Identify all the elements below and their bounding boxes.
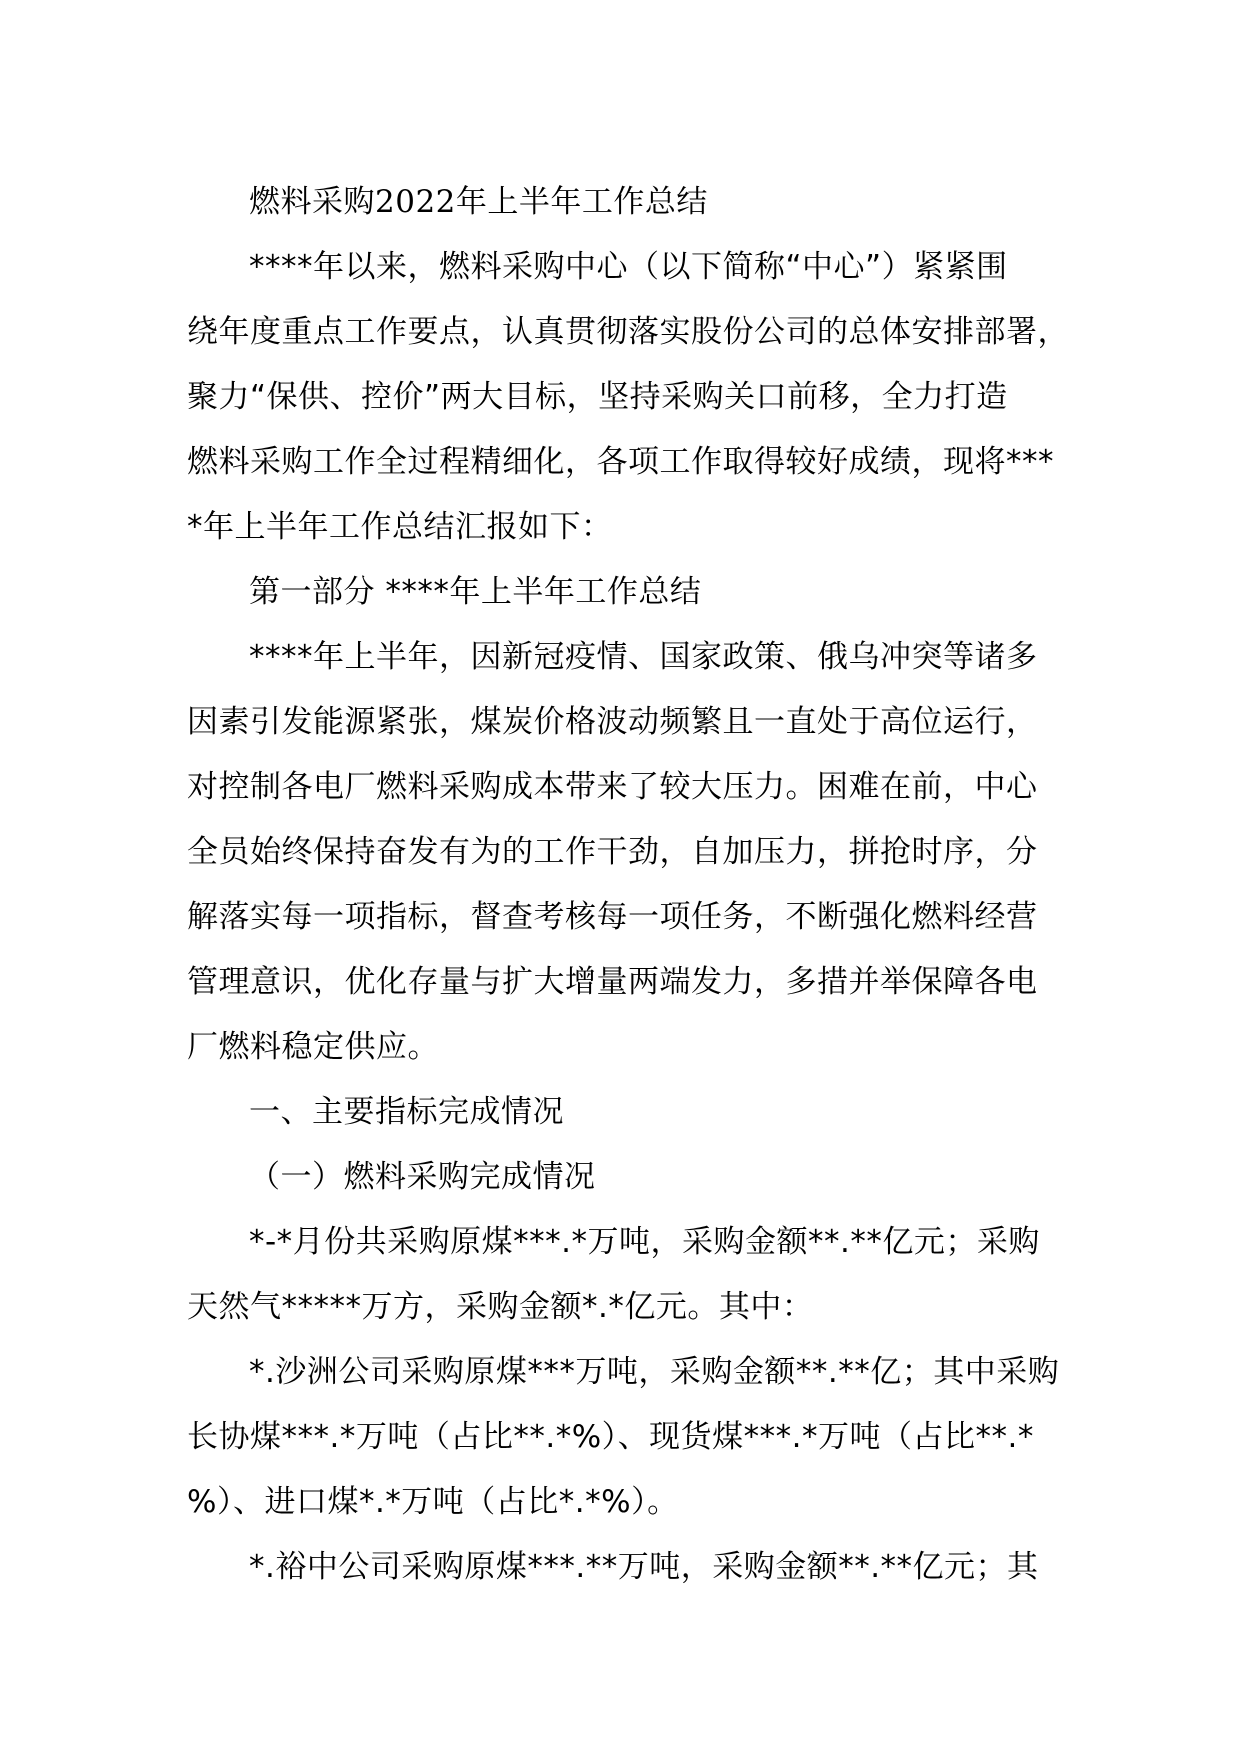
paragraph-line: *.裕中公司采购原煤***.**万吨，采购金额**.**亿元；其 <box>249 1549 1039 1585</box>
paragraph-line: ****年以来，燃料采购中心（以下简称“中心”）紧紧围 <box>249 249 1008 285</box>
paragraph-line: 厂燃料稳定供应。 <box>187 1029 439 1065</box>
section-heading: 一、主要指标完成情况 <box>249 1094 564 1130</box>
document-title: 燃料采购2022年上半年工作总结 <box>249 184 708 220</box>
paragraph-line: 对控制各电厂燃料采购成本带来了较大压力。困难在前，中心 <box>187 769 1038 805</box>
paragraph-line: 聚力“保供、控价”两大目标，坚持采购关口前移，全力打造 <box>187 379 1008 415</box>
paragraph-line: *-*月份共采购原煤***.*万吨，采购金额**.**亿元；采购 <box>249 1224 1040 1260</box>
subsection-heading: （一）燃料采购完成情况 <box>249 1159 596 1195</box>
paragraph-line: 全员始终保持奋发有为的工作干劲，自加压力，拼抢时序，分 <box>187 834 1038 870</box>
paragraph-line: ****年上半年，因新冠疫情、国家政策、俄乌冲突等诸多 <box>249 639 1038 675</box>
paragraph-line: 因素引发能源紧张，煤炭价格波动频繁且一直处于高位运行， <box>187 704 1038 740</box>
paragraph-line: 管理意识，优化存量与扩大增量两端发力，多措并举保障各电 <box>187 964 1038 1000</box>
paragraph-line: 绕年度重点工作要点，认真贯彻落实股份公司的总体安排部署， <box>187 314 1069 350</box>
section-heading: 第一部分 ****年上半年工作总结 <box>249 574 702 610</box>
paragraph-line: 长协煤***.*万吨（占比**.*%）、现货煤***.*万吨（占比**.* <box>187 1419 1034 1455</box>
paragraph-line: *.沙洲公司采购原煤***万吨，采购金额**.**亿；其中采购 <box>249 1354 1060 1390</box>
paragraph-line: %）、进口煤*.*万吨（占比*.*%）。 <box>187 1484 679 1520</box>
paragraph-line: 解落实每一项指标，督查考核每一项任务，不断强化燃料经营 <box>187 899 1038 935</box>
document-body <box>187 170 1072 1600</box>
paragraph-line: 燃料采购工作全过程精细化，各项工作取得较好成绩，现将*** <box>187 444 1054 480</box>
paragraph-line: 天然气*****万方，采购金额*.*亿元。其中： <box>187 1289 814 1325</box>
paragraph-line: *年上半年工作总结汇报如下： <box>187 509 613 545</box>
